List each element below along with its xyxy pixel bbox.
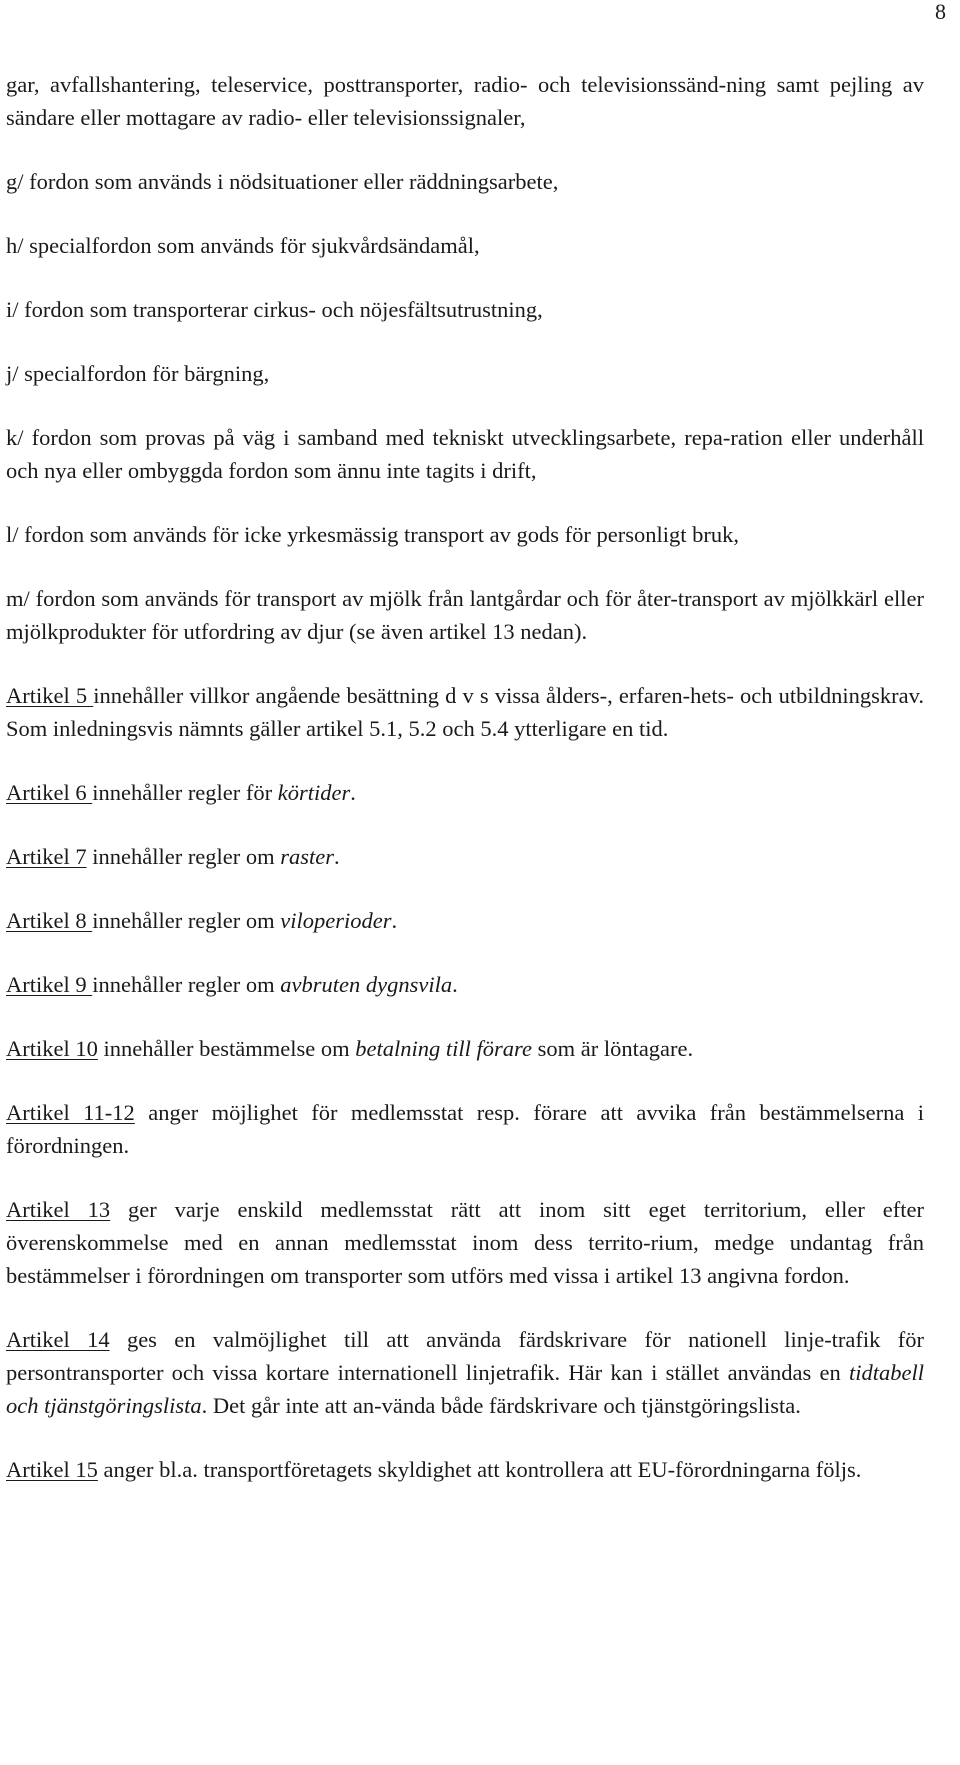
article-paragraph (6, 1096, 924, 1162)
article-paragraph (6, 776, 924, 809)
article-text: ges en valmöjlighet till att använda färdskrivare för nationell linje-trafik för persontransporter och vissa kortare internationell linjetrafik. Här kan i stället användas en (6, 1327, 924, 1385)
list-item: m/ fordon som används för transport av mjölk från lantgårdar och för åter-transport av mjölkkärl eller mjölkprodukter för utfordring av djur (se även artikel 13 nedan). (6, 586, 924, 644)
article-text: anger bl.a. transportföretagets skyldighet att kontrollera att EU-förordningarna följs. (97, 1457, 862, 1482)
article-text: innehåller bestämmelse om (97, 1036, 356, 1061)
article-emphasis: tidtabell och tjänstgöringslista (6, 1360, 924, 1418)
article-reference: Artikel 7 (6, 844, 87, 869)
document-body (6, 68, 924, 1517)
article-text: innehåller regler om (92, 908, 281, 933)
article-text: innehåller villkor angående besättning d v s vissa ålders-, erfaren-hets- och utbildningskrav. Som inledningsvis nämnts gäller artikel 5.1, 5.2 och 5.4 ytterligare en tid. (6, 683, 924, 741)
article-text: ger varje enskild medlemsstat rätt att inom sitt eget territorium, eller efter överenskommelse med en annan medlemsstat inom dess territo-rium, medge undantag från bestämmelser i förordningen om transporter som utförs med vissa i artikel 13 angivna fordon. (6, 1197, 924, 1288)
list-item: g/ fordon som används i nödsituationer eller räddningsarbete, (6, 169, 559, 194)
article-text-end: . (350, 780, 356, 805)
article-paragraph (6, 1032, 924, 1065)
article-reference: Artikel 11-12 (6, 1100, 135, 1125)
page-number: 8 (935, 0, 946, 24)
article-reference: Artikel 14 (6, 1327, 110, 1352)
article-paragraph (6, 840, 924, 873)
article-emphasis: körtider (277, 780, 351, 805)
list-item: k/ fordon som provas på väg i samband med tekniskt utvecklingsarbete, repa-ration eller underhåll och nya eller ombyggda fordon som ännu inte tagits i drift, (6, 425, 924, 483)
article-reference: Artikel 10 (6, 1036, 98, 1061)
article-emphasis: betalning till förare (355, 1036, 532, 1061)
article-reference: Artikel 15 (6, 1457, 98, 1482)
list-item: j/ specialfordon för bärgning, (6, 361, 270, 386)
article-text-end: som är löntagare. (531, 1036, 694, 1061)
article-text-end: . (334, 844, 340, 869)
list-item: i/ fordon som transporterar cirkus- och nöjesfältsutrustning, (6, 297, 543, 322)
article-paragraph (6, 968, 924, 1001)
article-text: innehåller regler för (92, 780, 278, 805)
article-text: innehåller regler om (86, 844, 281, 869)
article-text: innehåller regler om (92, 972, 281, 997)
list-item: l/ fordon som används för icke yrkesmässig transport av gods för personligt bruk, (6, 522, 739, 547)
article-text-end: . (391, 908, 398, 933)
list-item: h/ specialfordon som används för sjukvårdsändamål, (6, 233, 480, 258)
list-item: gar, avfallshantering, teleservice, posttransporter, radio- och televisionssänd-ning samt pejling av sändare eller mottagare av radio- eller televisionssignaler, (6, 72, 924, 130)
article-paragraph (6, 904, 924, 937)
article-paragraph (6, 679, 924, 745)
article-reference: Artikel 5 (6, 683, 94, 708)
article-reference: Artikel 8 (6, 908, 93, 933)
article-reference: Artikel 6 (6, 780, 93, 805)
article-text-end: . Det går inte att an-vända både färdskrivare och tjänstgöringslista. (201, 1393, 801, 1418)
article-text: anger möjlighet för medlemsstat resp. förare att avvika från bestämmelserna i förordningen. (6, 1100, 924, 1158)
article-emphasis: viloperioder (280, 908, 392, 933)
article-paragraph (6, 1453, 924, 1486)
article-emphasis: raster (280, 844, 335, 869)
article-reference: Artikel 13 (6, 1197, 111, 1222)
article-paragraph (6, 1323, 924, 1422)
article-reference: Artikel 9 (6, 972, 93, 997)
article-text-end: . (452, 972, 458, 997)
article-paragraph (6, 1193, 924, 1292)
article-emphasis: avbruten dygnsvila (280, 972, 453, 997)
